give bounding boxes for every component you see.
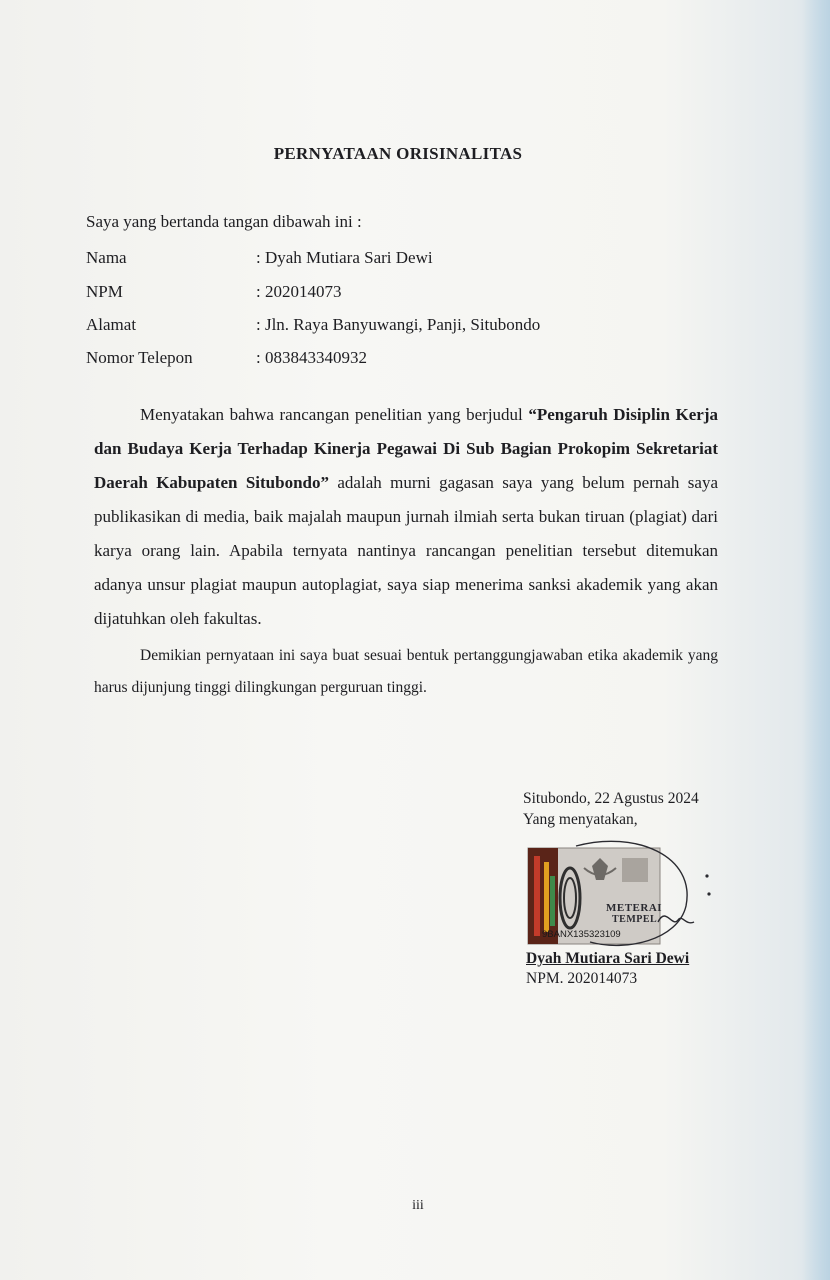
field-value: : Dyah Mutiara Sari Dewi [256, 248, 433, 267]
signature-header [523, 788, 699, 830]
statement-paragraph [94, 398, 718, 636]
page-edge-shadow [802, 0, 830, 1280]
field-value: : Jln. Raya Banyuwangi, Panji, Situbondo [256, 315, 541, 334]
research-title: “Pengaruh Disiplin Kerja dan Budaya Kerja Terhadap Kinerja Pegawai Di Sub Bagian Prokopim Sekretariat Daerah Kabupaten Situbondo” [94, 405, 718, 492]
place-date: Situbondo, 22 Agustus 2024 [523, 790, 699, 807]
stamp-label: TEMPEL [612, 914, 658, 925]
stamp-serial: 9BANX135323109 [542, 929, 621, 940]
signer-npm: NPM. 202014073 [526, 970, 638, 987]
signer-name: Dyah Mutiara Sari Dewi [526, 950, 690, 967]
field-label: Nama [86, 248, 127, 267]
page-number: iii [412, 1198, 424, 1213]
closing-paragraph: Demikian pernyataan ini saya buat sesuai bentuk pertanggungjawaban etika akademik yang harus dijunjung tinggi dilingkungan perguruan tinggi. [94, 647, 718, 696]
field-value: : 202014073 [256, 282, 342, 301]
signer-role: Yang menyatakan, [523, 811, 638, 828]
stamp-label: METERAI [606, 902, 663, 914]
field-value: : 083843340932 [256, 348, 367, 367]
intro-line: Saya yang bertanda tangan dibawah ini : [86, 212, 362, 231]
statement-rest: adalah murni gagasan saya yang belum pernah saya publikasikan di media, baik majalah maupun jurnah ilmiah serta bukan tiruan (plagiat) dari karya orang lain. Apabila ternyata nantinya rancangan penelitian tersebut ditemukan adanya unsur plagiat maupun autoplagiat, saya siap menerima sanksi akademik yang akan dijatuhkan oleh fakultas. [94, 473, 718, 628]
field-label: Alamat [86, 315, 137, 334]
field-label: Nomor Telepon [86, 348, 193, 367]
field-label: NPM [86, 282, 123, 301]
meterai-stamp [526, 836, 716, 954]
statement-lead: Menyatakan bahwa rancangan penelitian yang berjudul [140, 405, 529, 424]
page-title: PERNYATAAN ORISINALITAS [273, 144, 523, 163]
statement-body [94, 398, 718, 704]
